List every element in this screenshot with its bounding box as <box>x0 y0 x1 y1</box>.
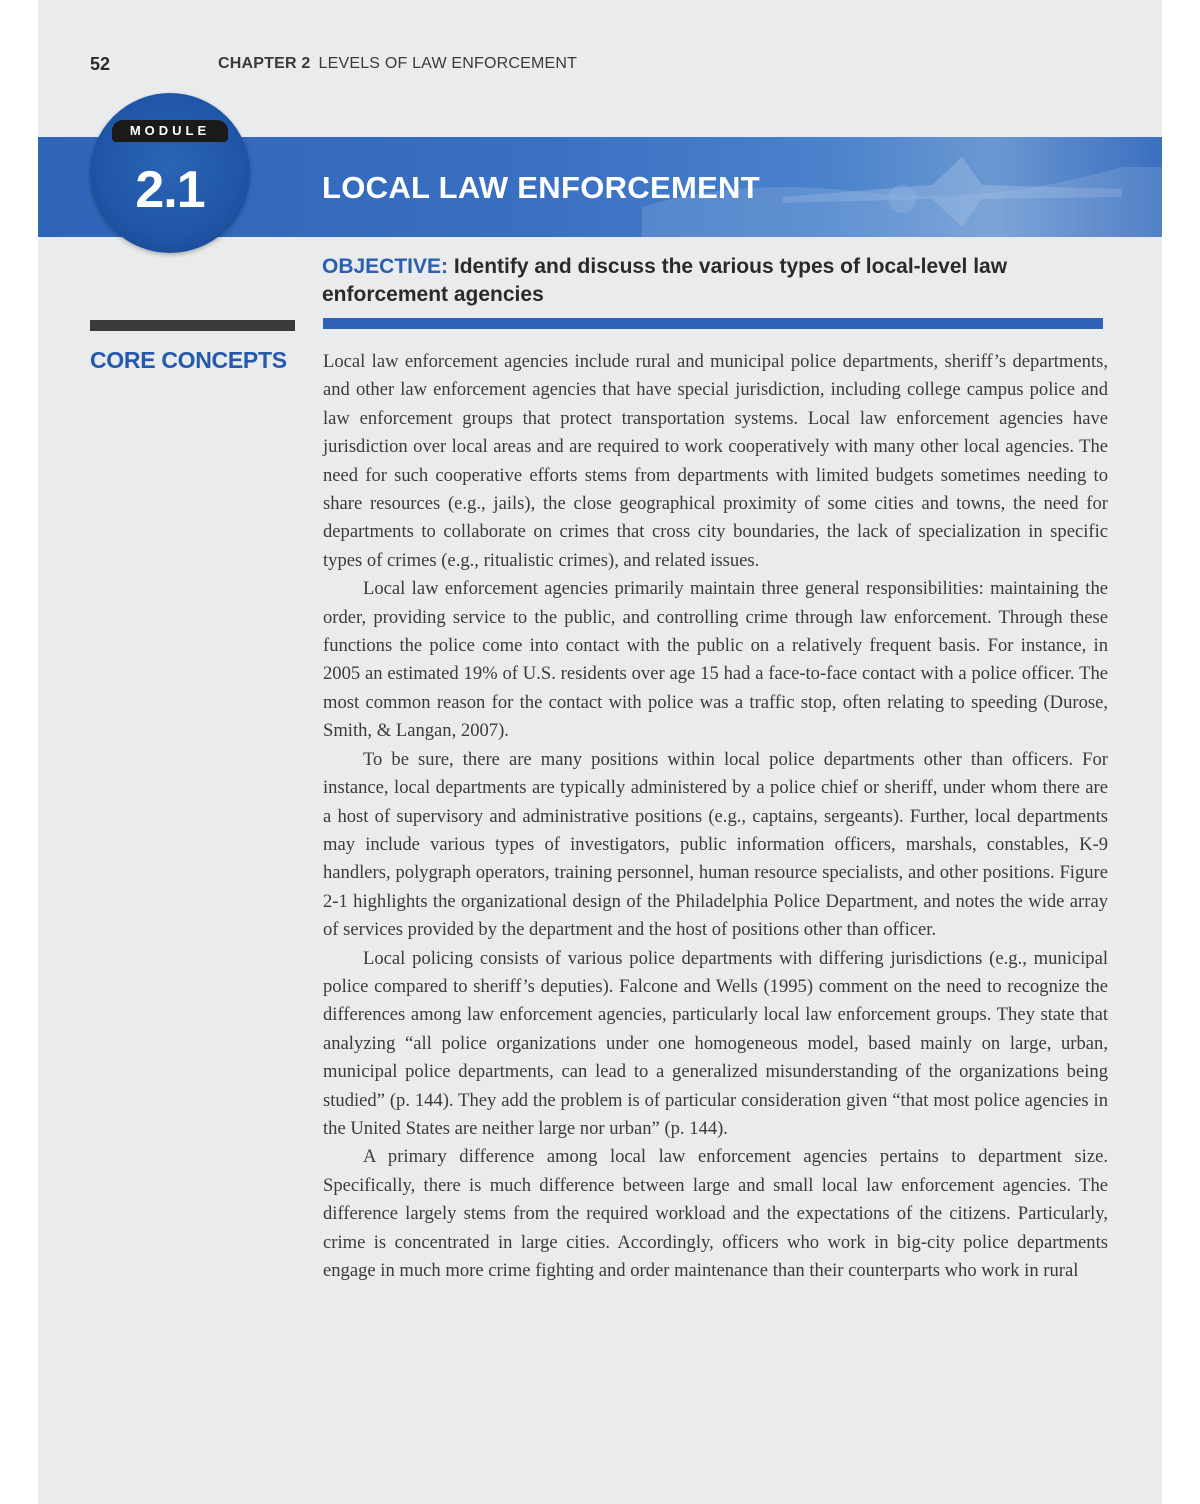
paragraph: Local law enforcement agencies primarily maintain three general responsibilities: maintaining the order, providing service to the public, and controlling crime through law enforcement. Through these functions the police come into contact with the public on a relatively frequent basis. For instance, in 2005 an estimated 19% of U.S. residents over age 15 had a face-to-face contact with a police officer. The most common reason for the contact with police was a traffic stop, often relating to speeding (Durose, Smith, & Langan, 2007). <box>323 578 1108 742</box>
sidebar-rule <box>90 320 295 331</box>
chapter-label: CHAPTER 2 <box>218 55 311 72</box>
running-head <box>218 55 577 73</box>
module-title: LOCAL LAW ENFORCEMENT <box>322 170 760 205</box>
core-concepts-heading: CORE CONCEPTS <box>90 347 287 373</box>
paragraph: Local law enforcement agencies include rural and municipal police departments, sheriff’s departments, and other law enforcement agencies that have special jurisdiction, including college campus police and law enforcement groups that protect transportation systems. Local law enforcement agencies have jurisdiction over local areas and are required to work cooperatively with many other local agencies. The need for such cooperative efforts stems from departments with limited budgets sometimes needing to share resources (e.g., jails), the close geographical proximity of some cities and towns, the need for departments to collaborate on crimes that cross city boundaries, the lack of specialization in specific types of crimes (e.g., ritualistic crimes), and related issues. <box>323 351 1108 571</box>
paragraph: To be sure, there are many positions within local police departments other than officers. For instance, local departments are typically administered by a police chief or sheriff, under whom there are a host of supervisory and administrative positions (e.g., captains, sergeants). Further, local departments may include various types of investigators, public information officers, marshals, constables, K-9 handlers, polygraph operators, training personnel, human resource specialists, and other positions. Figure 2-1 highlights the organizational design of the Philadelphia Police Department, and notes the wide array of services provided by the department and the host of positions other than officer. <box>323 748 1108 941</box>
page-number: 52 <box>90 54 111 74</box>
objective <box>322 253 1102 309</box>
objective-rule <box>323 318 1103 329</box>
paragraph: Local policing consists of various police departments with differing jurisdictions (e.g., municipal police compared to sheriff’s deputies). Falcone and Wells (1995) comment on the need to recognize the differences among law enforcement agencies, particularly local law enforcement groups. They state that analyzing “all police organizations under one homogeneous model, based mainly on large, urban, municipal police departments, can lead to a generalized misunderstanding of the organizations being studied” (p. 144). They add the problem is of particular consideration given “that most police agencies in the United States are neither large nor urban” (p. 144). <box>323 947 1108 1139</box>
objective-text: Identify and discuss the various types of local-level law enforcement agencies <box>322 255 1008 306</box>
chapter-title: LEVELS OF LAW ENFORCEMENT <box>318 55 578 72</box>
paragraph: A primary difference among local law enforcement agencies pertains to department size. Specifically, there is much difference between large and small local law enforcement agencies. The difference largely stems from the required workload and the expectations of the citizens. Particularly, crime is concentrated in large cities. Accordingly, officers who work in big-city police departments engage in much more crime fighting and order maintenance than their counterparts who work in rural <box>323 1146 1108 1281</box>
objective-label: OBJECTIVE: <box>322 255 449 278</box>
module-label: MODULE <box>112 120 228 142</box>
module-number: 2.1 <box>135 161 205 219</box>
body-text <box>323 348 1108 1285</box>
